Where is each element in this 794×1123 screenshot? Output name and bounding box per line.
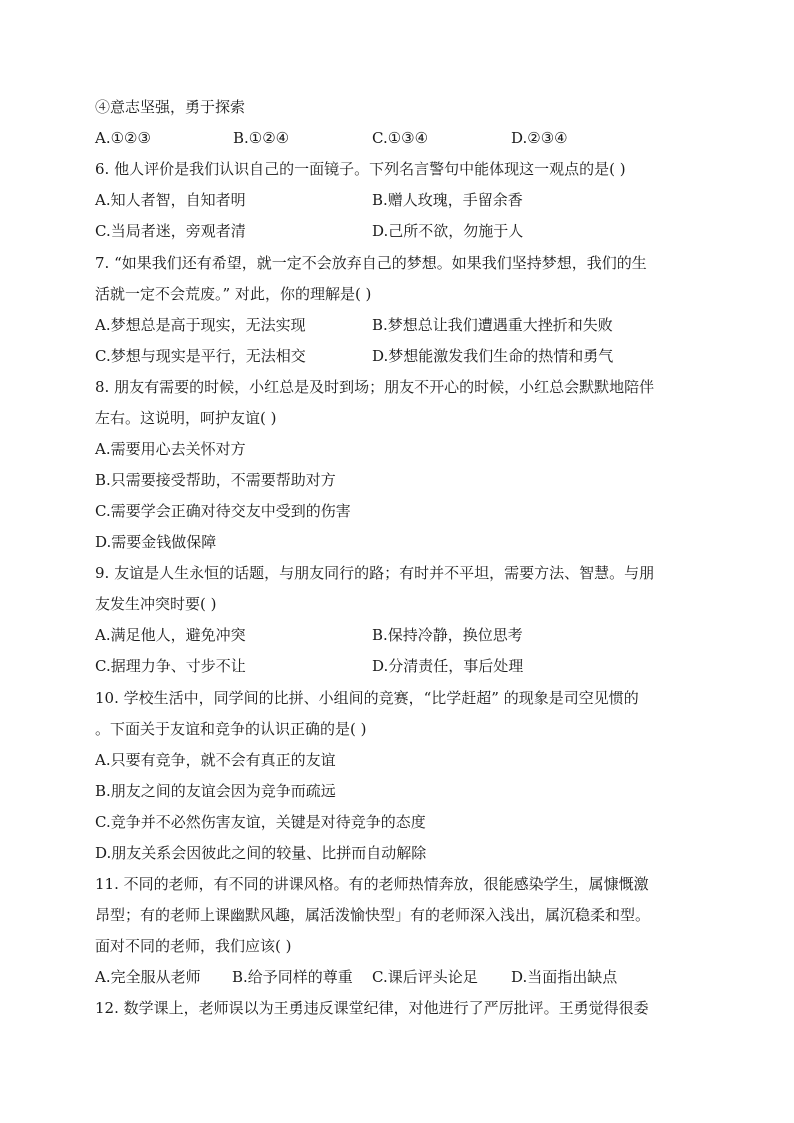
- question-6: 6. 他人评价是我们认识自己的一面镜子。下列名言警句中能体现这一观点的是( ): [95, 160, 626, 178]
- q10-option-a: A.只要有竞争，就不会有真正的友谊: [95, 751, 336, 769]
- q6-option-d: D.己所不欲，勿施于人: [372, 222, 524, 240]
- q8-option-c: C.需要学会正确对待交友中受到的伤害: [95, 502, 351, 520]
- q8-option-b: B.只需要接受帮助，不需要帮助对方: [95, 471, 336, 489]
- q6-option-a: A.知人者智，自知者明: [95, 191, 246, 209]
- q7-option-a: A.梦想总是高于现实，无法实现: [95, 316, 306, 334]
- option-c: C.①③④: [372, 129, 429, 147]
- question-7-line-1: 7. “如果我们还有希望，就一定不会放弃自己的梦想。如果我们坚持梦想，我们的生: [95, 254, 647, 272]
- q7-option-b: B.梦想总让我们遭遇重大挫折和失败: [372, 316, 613, 334]
- question-9-line-1: 9. 友谊是人生永恒的话题，与朋友同行的路；有时并不平坦，需要方法、智慧。与朋: [95, 564, 655, 582]
- q11-option-a: A.完全服从老师: [95, 968, 201, 986]
- option-a: A.①②③: [95, 129, 151, 147]
- q8-option-a: A.需要用心去关怀对方: [95, 440, 246, 458]
- q9-option-a: A.满足他人，避免冲突: [95, 626, 246, 644]
- q10-option-d: D.朋友关系会因彼此之间的较量、比拼而自动解除: [95, 844, 427, 862]
- q9-option-d: D.分清责任，事后处理: [372, 657, 524, 675]
- q11-option-d: D.当面指出缺点: [511, 968, 618, 986]
- question-10-line-1: 10. 学校生活中，同学间的比拼、小组间的竞赛，“比学赶超” 的现象是司空见惯的: [95, 689, 639, 707]
- q9-option-c: C.据理力争、寸步不让: [95, 657, 246, 675]
- q9-option-b: B.保持冷静，换位思考: [372, 626, 523, 644]
- q6-option-c: C.当局者迷，旁观者清: [95, 222, 246, 240]
- question-11-line-2: 昂型；有的老师上课幽默风趣，属活泼愉快型」有的老师深入浅出，属沉稳柔和型。: [95, 906, 651, 924]
- question-8-line-1: 8. 朋友有需要的时候，小红总是及时到场；朋友不开心的时候，小红总会默默地陪伴: [95, 378, 655, 396]
- question-7-line-2: 活就一定不会荒废。” 对此，你的理解是( ): [95, 285, 372, 303]
- option-d: D.②③④: [511, 129, 568, 147]
- question-9-line-2: 友发生冲突时要( ): [95, 595, 217, 613]
- q10-option-c: C.竞争并不必然伤害友谊，关键是对待竞争的态度: [95, 813, 426, 831]
- q7-option-d: D.梦想能激发我们生命的热情和勇气: [372, 347, 614, 365]
- question-11-line-1: 11. 不同的老师，有不同的讲课风格。有的老师热情奔放，很能感染学生，属慷慨激: [95, 875, 649, 893]
- question-10-line-2: 。下面关于友谊和竞争的认识正确的是( ): [95, 720, 367, 738]
- q6-option-b: B.赠人玫瑰，手留余香: [372, 191, 523, 209]
- question-11-line-3: 面对不同的老师，我们应该( ): [95, 937, 292, 955]
- option-line: ④意志坚强，勇于探索: [95, 98, 246, 116]
- option-b: B.①②④: [233, 129, 290, 147]
- q10-option-b: B.朋友之间的友谊会因为竞争而疏远: [95, 782, 336, 800]
- question-12-line-1: 12. 数学课上，老师误以为王勇违反课堂纪律，对他进行了严厉批评。王勇觉得很委: [95, 999, 649, 1017]
- q11-option-b: B.给予同样的尊重: [232, 968, 353, 986]
- q8-option-d: D.需要金钱做保障: [95, 533, 217, 551]
- q7-option-c: C.梦想与现实是平行，无法相交: [95, 347, 306, 365]
- q11-option-c: C.课后评头论足: [372, 968, 478, 986]
- question-8-line-2: 左右。这说明，呵护友谊( ): [95, 409, 277, 427]
